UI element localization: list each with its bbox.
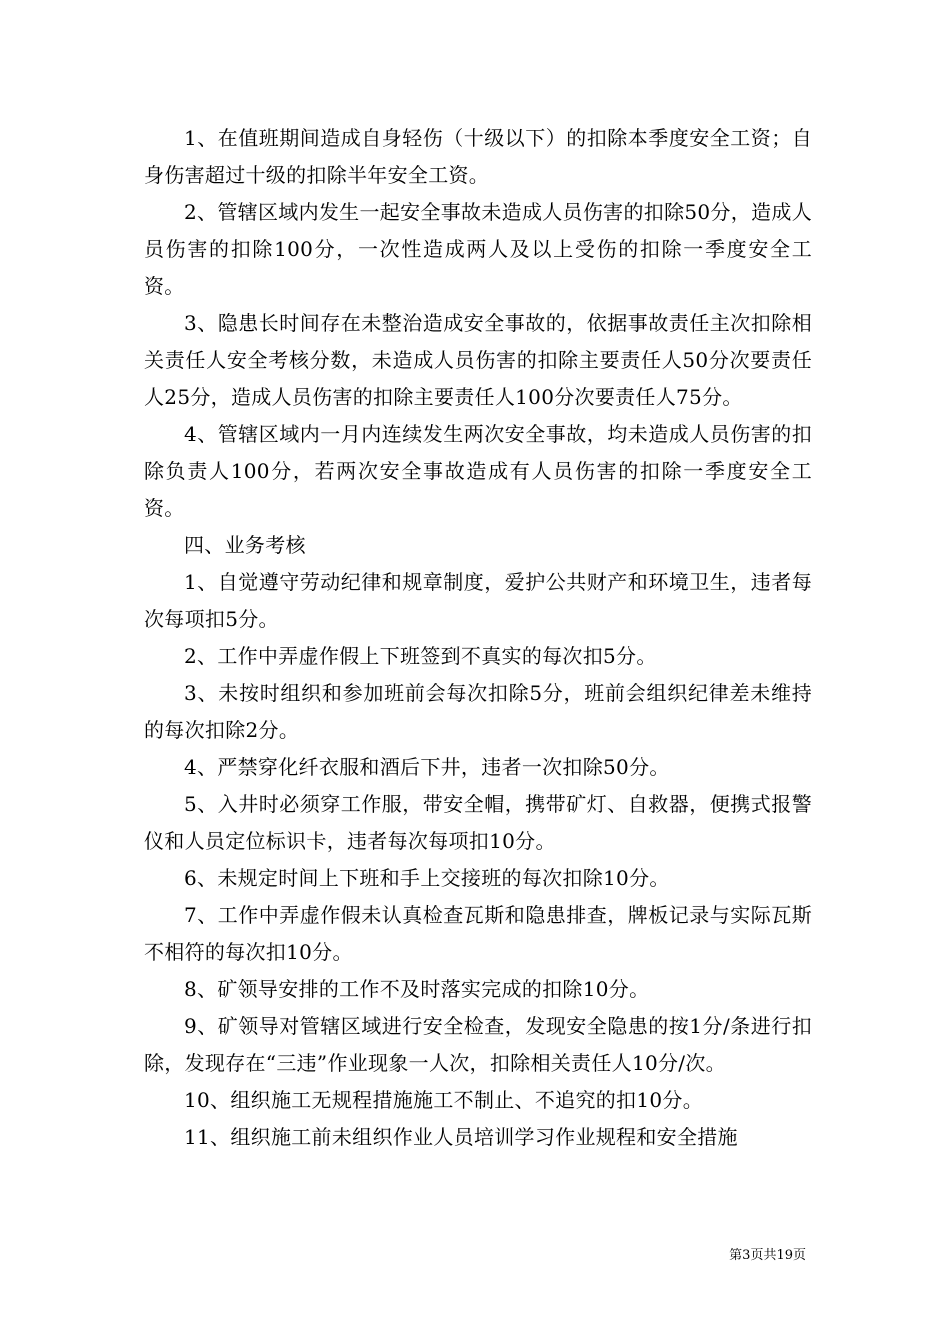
- paragraph-15: 11、组织施工前未组织作业人员培训学习作业规程和安全措施: [184, 1125, 738, 1149]
- paragraph-10: 6、未规定时间上下班和手上交接班的每次扣除10分。: [184, 866, 670, 890]
- paragraph-14: 10、组织施工无规程措施施工不制止、不追究的扣10分。: [184, 1088, 703, 1112]
- paragraph-5: 1、自觉遵守劳动纪律和规章制度，爱护公共财产和环境卫生，违者每次每项扣5分。: [144, 570, 812, 631]
- paragraph-13: 9、矿领导对管辖区域进行安全检查，发现安全隐患的按1分/条进行扣除，发现存在“三违”作业现象一人次，扣除相关责任人10分/次。: [144, 1014, 812, 1075]
- paragraph-3: 3、隐患长时间存在未整治造成安全事故的，依据事故责任主次扣除相关责任人安全考核分数，未造成人员伤害的扣除主要责任人50分次要责任人25分，造成人员伤害的扣除主要责任人100分次要责任人75分。: [144, 311, 812, 409]
- section-heading-business-assessment: 四、业务考核: [184, 533, 306, 557]
- paragraph-8: 4、严禁穿化纤衣服和酒后下井，违者一次扣除50分。: [184, 755, 670, 779]
- paragraph-12: 8、矿领导安排的工作不及时落实完成的扣除10分。: [184, 977, 650, 1001]
- paragraph-6: 2、工作中弄虚作假上下班签到不真实的每次扣5分。: [184, 644, 657, 668]
- page-number-label: 第3页共19页: [729, 1248, 806, 1263]
- paragraph-1: 1、在值班期间造成自身轻伤（十级以下）的扣除本季度安全工资；自身伤害超过十级的扣除半年安全工资。: [144, 126, 812, 187]
- paragraph-4: 4、管辖区域内一月内连续发生两次安全事故，均未造成人员伤害的扣除负责人100分，若两次安全事故造成有人员伤害的扣除一季度安全工资。: [144, 422, 812, 520]
- page-footer: [0, 1247, 806, 1265]
- paragraph-11: 7、工作中弄虚作假未认真检查瓦斯和隐患排查，牌板记录与实际瓦斯不相符的每次扣10分。: [144, 903, 812, 964]
- paragraph-2: 2、管辖区域内发生一起安全事故未造成人员伤害的扣除50分，造成人员伤害的扣除100分，一次性造成两人及以上受伤的扣除一季度安全工资。: [144, 200, 812, 298]
- document-body: [144, 120, 812, 1156]
- paragraph-9: 5、入井时必须穿工作服，带安全帽，携带矿灯、自救器，便携式报警仪和人员定位标识卡，违者每次每项扣10分。: [144, 792, 812, 853]
- paragraph-7: 3、未按时组织和参加班前会每次扣除5分，班前会组织纪律差未维持的每次扣除2分。: [144, 681, 812, 742]
